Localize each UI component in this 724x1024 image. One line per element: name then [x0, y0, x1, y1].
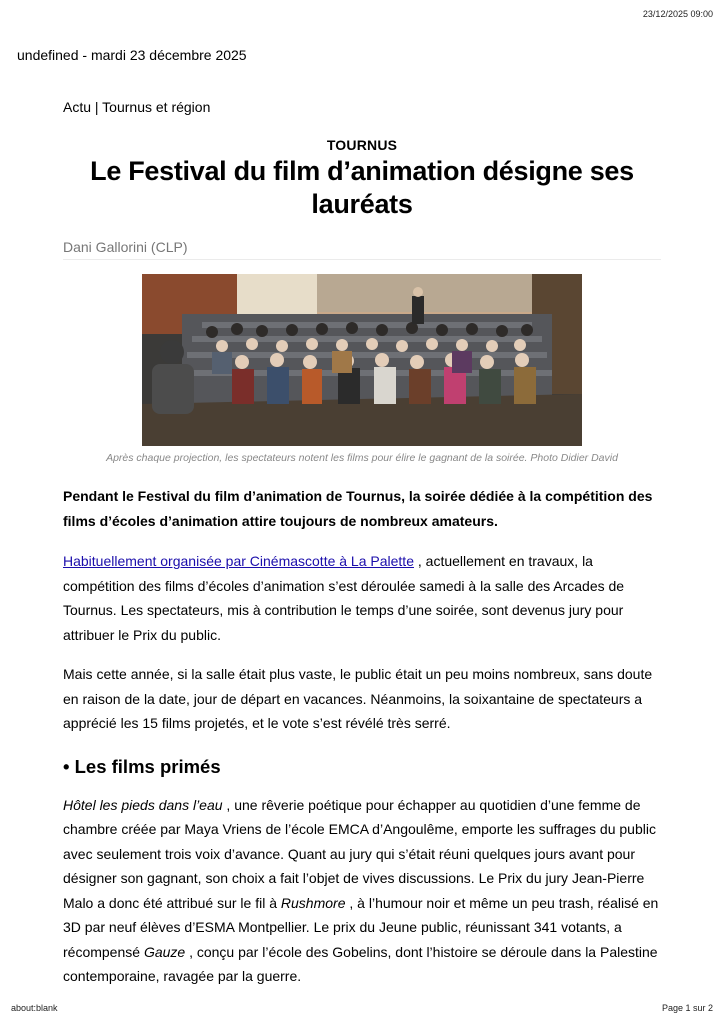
- paragraph-3-text-2: , à l’humour noir et même un peu trash, réalisé en 3D par neuf élèves d’ESMA Montpellier. Le prix du Jeune public, réunissant 341 votants, a récompensé: [63, 894, 659, 960]
- paragraph-1-text: , actuellement en travaux, la compétition des films d’écoles d’animation s’est déroulée samedi à la salle des Arcades de Tournus. Les spectateurs, mis à contribution le temps d’une soirée, sont devenus jury pour attribuer le Prix du public.: [63, 553, 625, 643]
- section-heading-films-primes: • Les films primés: [63, 755, 221, 777]
- print-footer-page-number: Page 1 sur 2: [661, 1003, 713, 1013]
- paragraph-3-text-3: , conçu par l’école des Gobelins, dont l’histoire se déroule dans la Palestine contemporaine, ravagée par la guerre.: [63, 943, 658, 984]
- print-header-timestamp: 23/12/2025 09:00: [642, 9, 713, 19]
- film-title-gauze: Gauze: [143, 943, 186, 960]
- article-kicker: TOURNUS: [326, 137, 398, 153]
- article: [63, 99, 661, 989]
- article-author: Dani Gallorini (CLP): [63, 239, 661, 260]
- article-category: Actu | Tournus et région: [63, 99, 211, 115]
- audience-photo: [142, 274, 582, 446]
- paragraph-3: [63, 793, 661, 989]
- article-lead: Pendant le Festival du film d’animation de Tournus, la soirée dédiée à la compétition des films d’écoles d’animation attire toujours de nombreux amateurs.: [63, 488, 653, 529]
- photo-caption: Après chaque projection, les spectateurs notent les films pour élire le gagnant de la soirée. Photo Didier David: [106, 452, 618, 464]
- article-title: Le Festival du film d’animation désigne ses lauréats: [90, 156, 634, 219]
- film-title-rushmore: Rushmore: [280, 894, 346, 911]
- document-date-line: undefined - mardi 23 décembre 2025: [17, 47, 247, 63]
- paragraph-1: [63, 549, 661, 647]
- paragraph-3-text-1: , une rêverie poétique pour échapper au quotidien d’une femme de chambre créée par Maya Vriens de l’école EMCA d’Angoulême, emporte les suffrages du public avec seulement trois voix d’avance. Quant au jury qui s’était réuni quelques jours avant pour désigner son gagnant, son choix a fait l’objet de vives discussions. Le Prix du jury Jean-Pierre Malo a donc été attribué sur le fil à: [63, 796, 656, 911]
- cinemascotte-link[interactable]: Habituellement organisée par Cinémascotte à La Palette: [63, 553, 414, 569]
- film-title-hotel: Hôtel les pieds dans l’eau: [63, 796, 223, 813]
- paragraph-2: Mais cette année, si la salle était plus vaste, le public était un peu moins nombreux, sans doute en raison de la date, jour de départ en vacances. Néanmoins, la soixantaine de spectateurs a apprécié les 15 films projetés, et le vote s’est révélé très serré.: [63, 666, 653, 731]
- print-footer-url: about:blank: [11, 1003, 58, 1013]
- photo-figure: [63, 274, 661, 464]
